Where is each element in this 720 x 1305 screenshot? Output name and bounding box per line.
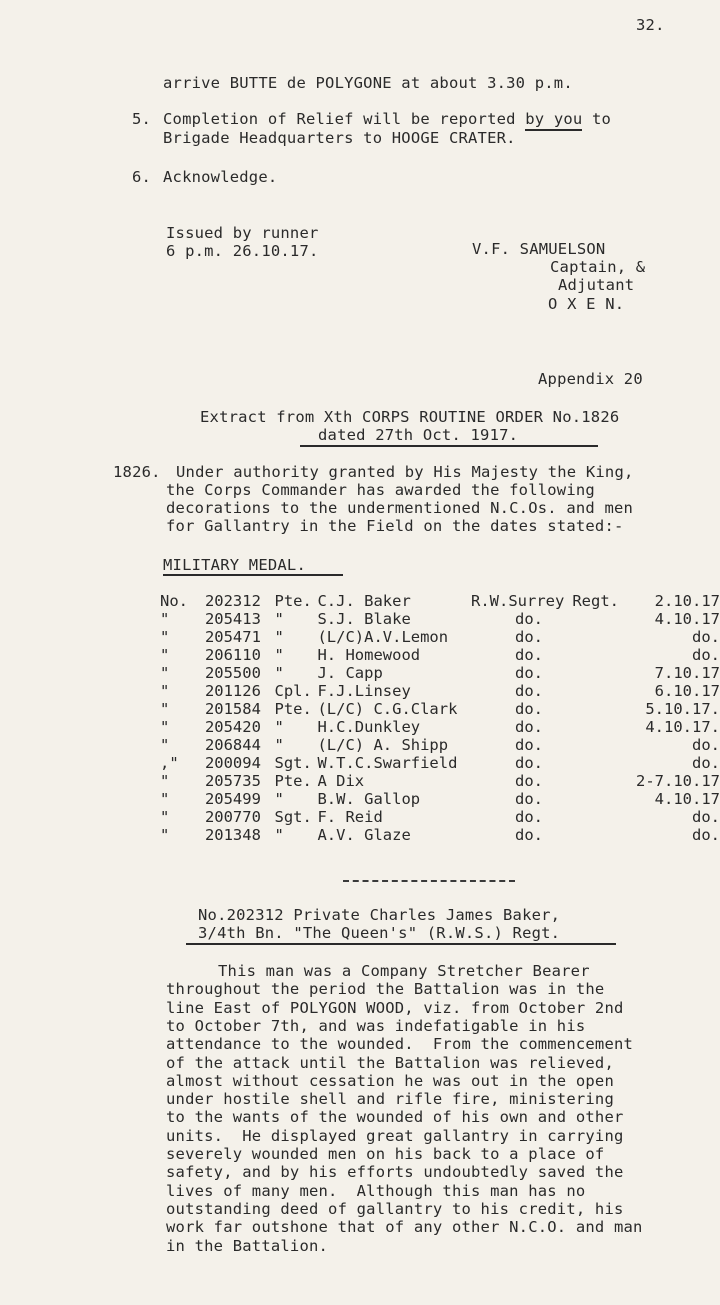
cell-date: do. <box>692 808 720 826</box>
cell-prefix: " <box>160 718 170 736</box>
order-item5-underlined: by you <box>525 110 582 131</box>
cell-name: F. Reid <box>317 808 383 826</box>
citation-line: lives of many men. Although this man has no <box>166 1181 586 1200</box>
cell-number: 200770 <box>204 808 261 826</box>
cell-unit-text: R.W.Surrey <box>471 592 565 610</box>
cell-unit <box>471 628 631 646</box>
cell-number: 205471 <box>204 628 261 646</box>
cell-prefix: " <box>160 736 170 754</box>
cell-rank: " <box>274 790 284 808</box>
citation-line: in the Battalion. <box>166 1236 329 1255</box>
cell-rank: Cpl. <box>274 682 312 700</box>
cell-date: 4.10.17 <box>654 610 720 628</box>
cell-unit <box>471 718 631 736</box>
cell-unit <box>471 700 631 718</box>
cell-prefix: " <box>160 700 170 718</box>
table-row <box>160 808 720 826</box>
cell-name: (L/C) C.G.Clark <box>317 700 458 718</box>
citation-line: to the wants of the wounded of his own and other <box>166 1108 624 1127</box>
cell-name: H.C.Dunkley <box>317 718 421 736</box>
cell-date: 2-7.10.17 <box>636 772 720 790</box>
citation-line: almost without cessation he was out in the open <box>166 1071 614 1090</box>
cell-date: 4.10.17. <box>645 718 720 736</box>
order-1826-line1: Under authority granted by His Majesty the King, <box>176 463 634 481</box>
cell-unit-text: do. <box>515 736 543 754</box>
cell-rank: Pte. <box>274 592 312 610</box>
cell-name: F.J.Linsey <box>317 682 411 700</box>
citation-line: line East of POLYGON WOOD, viz. from October 2nd <box>166 998 624 1017</box>
cell-number: 206844 <box>204 736 261 754</box>
citation-line: outstanding deed of gallantry to his credit, his <box>166 1199 624 1218</box>
cell-prefix: " <box>160 628 170 646</box>
cell-rank: " <box>274 610 284 628</box>
cell-prefix: " <box>160 772 170 790</box>
cell-unit-text: do. <box>515 628 543 646</box>
cell-number: 200094 <box>204 754 261 772</box>
table-row <box>160 772 720 790</box>
cell-unit <box>471 664 631 682</box>
cell-number: 202312 <box>204 592 261 610</box>
order-item5-line2: Brigade Headquarters to HOOGE CRATER. <box>163 129 516 147</box>
cell-date: 4.10.17 <box>654 790 720 808</box>
cell-prefix: " <box>160 682 170 700</box>
cell-number: 201584 <box>204 700 261 718</box>
order-1826-line4: for Gallantry in the Field on the dates stated:- <box>166 517 624 535</box>
cell-prefix: " <box>160 664 170 682</box>
table-row <box>160 592 720 610</box>
cell-date: do. <box>692 646 720 664</box>
cell-number: 205420 <box>204 718 261 736</box>
table-row <box>160 736 720 754</box>
citation-line: severely wounded men on his back to a place of <box>166 1145 605 1163</box>
cell-name: A Dix <box>317 772 365 790</box>
citation-line: work far outshone that of any other N.C.O. and man <box>166 1218 643 1237</box>
cell-date: do. <box>692 736 720 754</box>
cell-date: 5.10.17. <box>645 700 720 718</box>
issued-time-line: 6 p.m. 26.10.17. <box>166 242 319 260</box>
cell-unit-text: do. <box>515 790 543 808</box>
order-1826-line3: decorations to the undermentioned N.C.Os. and men <box>166 499 634 517</box>
table-row <box>160 754 720 772</box>
table-row <box>160 718 720 736</box>
cell-unit-text: do. <box>515 646 543 664</box>
cell-prefix: " <box>160 646 170 664</box>
cell-date: 6.10.17 <box>654 682 720 700</box>
cell-date: 7.10.17 <box>654 664 720 682</box>
cell-unit <box>471 754 631 772</box>
cell-prefix: No. <box>160 592 188 610</box>
military-medal-table <box>160 592 720 844</box>
issued-by-line: Issued by runner <box>166 224 319 242</box>
cell-unit-text: do. <box>515 664 543 682</box>
extract-title: Extract from Xth CORPS ROUTINE ORDER No.1826 <box>200 408 620 426</box>
cell-name: S.J. Blake <box>317 610 411 628</box>
order-1826-line2: the Corps Commander has awarded the following <box>166 481 595 499</box>
order-item5-number: 5. <box>132 110 152 128</box>
military-medal-heading: MILITARY MEDAL. <box>163 556 306 574</box>
page-number: 32. <box>636 16 665 34</box>
cell-number: 201348 <box>204 826 261 844</box>
cell-prefix: " <box>160 610 170 628</box>
cell-date: do. <box>692 628 720 646</box>
citation-line: to October 7th, and was indefatigable in his <box>166 1016 586 1035</box>
cell-unit <box>471 808 631 826</box>
cell-name: (L/C)A.V.Lemon <box>317 628 449 646</box>
cell-unit-text: do. <box>515 808 543 826</box>
cell-name: W.T.C.Swarfield <box>317 754 458 772</box>
cell-prefix: " <box>160 790 170 808</box>
cell-date: do. <box>692 754 720 772</box>
cell-prefix: " <box>160 826 170 844</box>
order-item6-text: Acknowledge. <box>163 168 278 186</box>
cell-rank: " <box>274 664 284 682</box>
cell-unit-text: do. <box>515 700 543 718</box>
order-item5-line1 <box>163 110 611 128</box>
cell-rank: " <box>274 826 284 844</box>
cell-rank: " <box>274 628 284 646</box>
military-medal-underline <box>163 574 343 576</box>
cell-rank: Sgt. <box>274 754 312 772</box>
citation-heading: No.202312 Private Charles James Baker, <box>198 906 561 924</box>
cell-number: 205499 <box>204 790 261 808</box>
cell-name: C.J. Baker <box>317 592 411 610</box>
table-row <box>160 646 720 664</box>
cell-unit-text: do. <box>515 682 543 700</box>
cell-number: 205735 <box>204 772 261 790</box>
table-row <box>160 682 720 700</box>
order-item6-number: 6. <box>132 168 152 186</box>
cell-rank: " <box>274 736 284 754</box>
order-1826-number: 1826. <box>113 463 161 481</box>
cell-unit-text: do. <box>515 718 543 736</box>
cell-name: H. Homewood <box>317 646 421 664</box>
extract-underline <box>300 445 598 447</box>
table-row <box>160 790 720 808</box>
section-divider <box>343 880 515 882</box>
citation-line: of the attack until the Battalion was relieved, <box>166 1053 614 1072</box>
citation-line: units. He displayed great gallantry in carrying <box>166 1126 624 1145</box>
citation-subheading: 3/4th Bn. "The Queen's" (R.W.S.) Regt. <box>198 924 561 942</box>
citation-line: under hostile shell and rifle fire, ministering <box>166 1090 614 1109</box>
cell-name: (L/C) A. Shipp <box>317 736 449 754</box>
order-item5-text-b: to <box>582 110 612 128</box>
order-item5-text-a: Completion of Relief will be reported <box>163 110 526 128</box>
cell-unit <box>471 682 631 700</box>
cell-prefix: " <box>160 808 170 826</box>
cell-number: 205413 <box>204 610 261 628</box>
citation-line: attendance to the wounded. From the commencement <box>166 1035 634 1054</box>
cell-rank: " <box>274 718 284 736</box>
table-row <box>160 826 720 844</box>
cell-unit-text: do. <box>515 772 543 790</box>
cell-date: do. <box>692 826 720 844</box>
cell-name: B.W. Gallop <box>317 790 421 808</box>
order-line-arrive: arrive BUTTE de POLYGONE at about 3.30 p.m. <box>163 74 573 92</box>
cell-rank: Pte. <box>274 700 312 718</box>
cell-unit <box>471 772 631 790</box>
cell-prefix: ," <box>160 754 179 772</box>
cell-unit <box>471 826 631 844</box>
cell-unit-text: do. <box>515 754 543 772</box>
cell-regt-text: Regt. <box>572 592 619 610</box>
cell-name: A.V. Glaze <box>317 826 411 844</box>
cell-number: 205500 <box>204 664 261 682</box>
citation-line: This man was a Company Stretcher Bearer <box>218 962 590 980</box>
cell-number: 201126 <box>204 682 261 700</box>
cell-unit-text: do. <box>515 826 543 844</box>
table-row <box>160 700 720 718</box>
cell-name: J. Capp <box>317 664 383 682</box>
cell-unit <box>471 592 631 610</box>
cell-unit <box>471 790 631 808</box>
signature-unit: O X E N. <box>548 295 625 313</box>
citation-underline <box>186 943 616 945</box>
signature-rank: Captain, & <box>550 258 646 276</box>
cell-rank: " <box>274 646 284 664</box>
table-row <box>160 610 720 628</box>
citation-line: throughout the period the Battalion was in the <box>166 980 605 999</box>
table-row <box>160 664 720 682</box>
table-row <box>160 628 720 646</box>
extract-date: dated 27th Oct. 1917. <box>318 426 519 444</box>
cell-number: 206110 <box>204 646 261 664</box>
citation-line: safety, and by his efforts undoubtedly saved the <box>166 1163 624 1182</box>
appendix-label: Appendix 20 <box>538 370 643 388</box>
cell-rank: Sgt. <box>274 808 312 826</box>
signature-title: Adjutant <box>558 276 635 294</box>
cell-unit <box>471 736 631 754</box>
signature-name: V.F. SAMUELSON <box>472 240 606 258</box>
cell-unit <box>471 646 631 664</box>
cell-unit <box>471 610 631 628</box>
cell-unit-text: do. <box>515 610 543 628</box>
cell-rank: Pte. <box>274 772 312 790</box>
cell-date: 2.10.17 <box>654 592 720 610</box>
